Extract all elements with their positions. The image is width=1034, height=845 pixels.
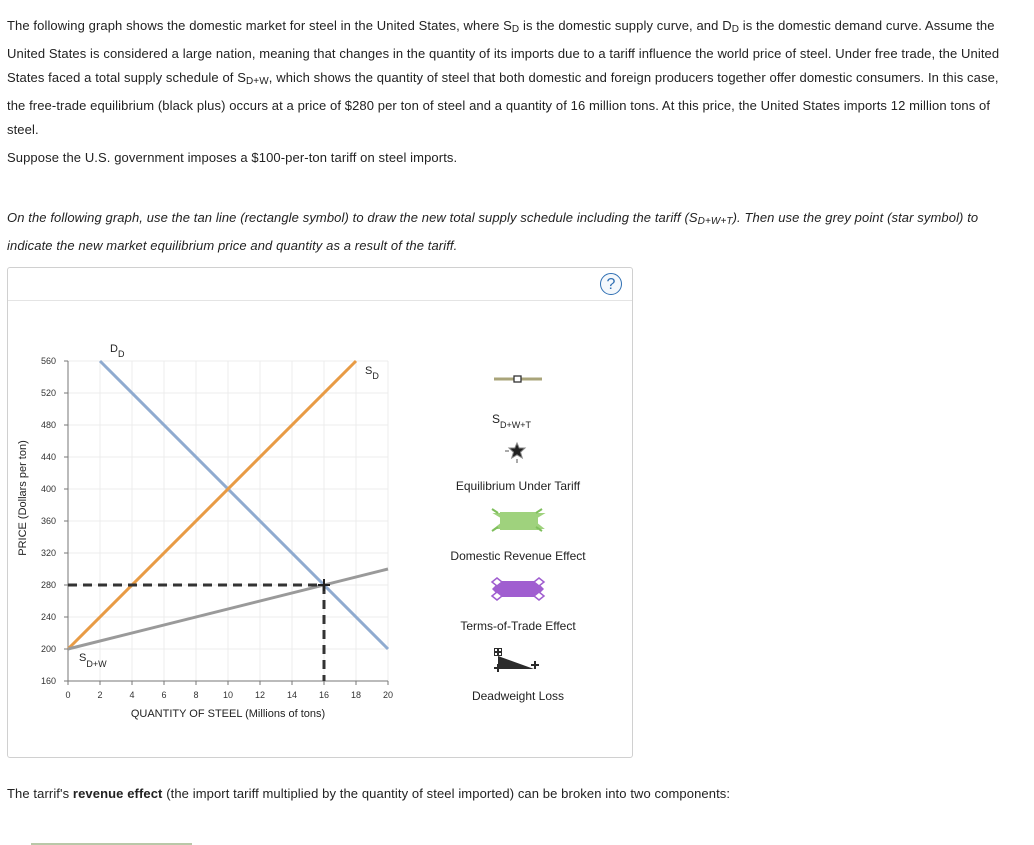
y-tick-label: 440 <box>40 452 56 462</box>
x-tick-label: 8 <box>193 690 199 700</box>
legend-label-equilibrium: Equilibrium Under Tariff <box>455 479 581 493</box>
total-supply-label: $S_{D+W}$ <box>79 652 107 669</box>
legend-green-area-tool[interactable] <box>492 509 542 531</box>
x-tick-label: 4 <box>129 690 135 700</box>
graph-panel <box>7 267 633 758</box>
y-tick-label: 280 <box>40 580 56 590</box>
help-button[interactable]: ? <box>600 273 622 295</box>
y-tick-label: 560 <box>40 356 56 366</box>
y-tick-label: 360 <box>40 516 56 526</box>
chart-ticks <box>41 356 393 700</box>
x-tick-label: 18 <box>350 690 362 700</box>
domestic-supply-label: $S_D$ <box>365 365 379 381</box>
y-tick-label: 240 <box>40 612 56 622</box>
legend-label-domestic-revenue: Domestic Revenue Effect <box>450 549 586 563</box>
steel-market-chart[interactable] <box>8 268 632 757</box>
x-tick-label: 16 <box>318 690 330 700</box>
x-tick-label: 20 <box>382 690 394 700</box>
legend-label-terms-of-trade: Terms-of-Trade Effect <box>460 619 576 633</box>
x-tick-label: 10 <box>222 690 234 700</box>
demand-curve-label: $D_D$ <box>110 343 125 359</box>
legend-label-deadweight-loss: Deadweight Loss <box>471 689 565 703</box>
x-axis-label: QUANTITY OF STEEL (Millions of tons) <box>130 708 326 720</box>
chart-grid <box>68 361 388 681</box>
legend-tan-line-tool[interactable] <box>494 376 542 382</box>
legend-star-tool[interactable] <box>505 443 525 463</box>
y-tick-label: 400 <box>40 484 56 494</box>
legend-purple-area-tool[interactable] <box>492 578 544 600</box>
x-tick-label: 0 <box>65 690 71 700</box>
legend-black-triangle-tool[interactable] <box>494 648 539 672</box>
x-tick-label: 6 <box>161 690 167 700</box>
tariff-paragraph: Suppose the U.S. government imposes a $100-per-ton tariff on steel imports. <box>7 150 458 165</box>
domestic-supply-curve <box>68 361 356 649</box>
revenue-effect-text: The tarrif's revenue effect (the import tariff multiplied by the quantity of steel imported) can be broken into two components: <box>7 786 731 801</box>
instruction-paragraph: On the following graph, use the tan line (rectangle symbol) to draw the new total supply schedule including the tariff $(S_{D+W+T})$. Then use the grey point (star symbol) to indicate the new market equilibrium price and quantity as a result of the tariff. <box>7 210 979 253</box>
y-tick-label: 520 <box>40 388 56 398</box>
y-axis-label: PRICE (Dollars per ton) <box>17 440 29 556</box>
x-tick-label: 12 <box>254 690 266 700</box>
intro-paragraph: The following graph shows the domestic market for steel in the United States, where $S_D$ is the domestic supply curve, and $D_D$ is the domestic demand curve. Assume the United States is considered a large nation, meaning that changes in the quantity of its imports due to a tariff influence the world price of steel. Under free trade, the United States faced a total supply schedule of $S_{D+W}$, which shows the quantity of steel that both domestic and foreign producers together offer domestic consumers. In this case, the free-trade equilibrium (black plus) occurs at a price of $280 per ton of steel and a quantity of 16 million tons. At this price, the United States imports 12 million tons of steel. <box>7 18 1000 137</box>
y-tick-label: 160 <box>40 676 56 686</box>
y-tick-label: 480 <box>40 420 56 430</box>
y-tick-label: 200 <box>40 644 56 654</box>
legend-label-sdwt: $S_{D+W+T}$ <box>492 412 532 430</box>
x-tick-label: 2 <box>97 690 103 700</box>
y-tick-label: 320 <box>40 548 56 558</box>
x-tick-label: 14 <box>286 690 298 700</box>
